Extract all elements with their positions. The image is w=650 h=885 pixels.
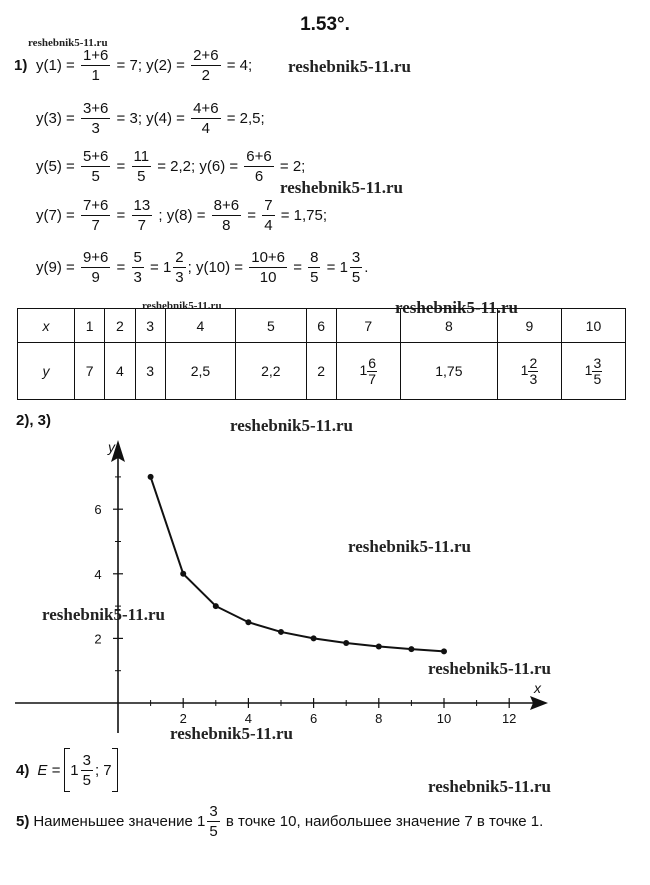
numerator: 2+6 <box>193 47 219 64</box>
equation-text: = 2; <box>275 158 306 175</box>
table-cell-x: 8 <box>400 309 497 343</box>
values-table <box>17 308 626 400</box>
numerator: 5+6 <box>82 148 109 165</box>
denominator: 5 <box>310 269 319 286</box>
x-tick-label: 2 <box>179 711 187 726</box>
fraction <box>132 197 153 234</box>
denominator: 6 <box>254 168 264 185</box>
data-point <box>180 571 186 577</box>
table-cell-y: 7 <box>75 343 105 400</box>
data-point <box>213 603 219 609</box>
table-cell-x: 7 <box>336 309 400 343</box>
denominator: 2 <box>201 67 210 84</box>
watermark: reshebnik5-11.ru <box>42 605 165 624</box>
numerator: 8 <box>310 249 319 266</box>
table-cell-x: 6 <box>306 309 336 343</box>
fraction <box>81 148 110 185</box>
table-cell-x: 9 <box>497 309 561 343</box>
equation-line <box>36 197 327 234</box>
equation-text: = <box>289 259 307 276</box>
data-point <box>245 619 251 625</box>
equation-line <box>36 100 265 137</box>
denominator: 8 <box>222 217 231 234</box>
denominator: 3 <box>91 120 100 137</box>
denominator: 3 <box>175 269 184 286</box>
problem-title: 1.53°. <box>300 14 350 35</box>
equation-text: = <box>112 207 130 224</box>
table-cell-y: 2,5 <box>165 343 235 400</box>
watermark: reshebnik5-11.ru <box>28 37 108 49</box>
equation-text: = 3; y(4) = <box>112 110 190 127</box>
data-point <box>376 643 382 649</box>
data-point <box>408 646 414 652</box>
part4-answer <box>16 748 118 792</box>
table-cell-y: 2 <box>306 343 336 400</box>
x-tick-label: 8 <box>375 711 383 726</box>
equation-line <box>36 148 305 185</box>
table-cell-y <box>497 343 561 400</box>
series-line <box>151 477 444 651</box>
numerator: 3+6 <box>82 100 109 117</box>
equation-text: = 1 <box>322 259 348 276</box>
equation-text: = 2,5; <box>222 110 265 127</box>
table-cell-y: 2,2 <box>236 343 306 400</box>
mixed-fraction: $\frac{3}{5}$ <box>593 354 602 387</box>
data-point <box>148 474 154 480</box>
numerator: 1+6 <box>82 47 109 64</box>
watermark: reshebnik5-11.ru <box>230 416 353 435</box>
equation-text: ; y(10) = <box>187 259 248 276</box>
y-tick-label: 6 <box>94 502 102 518</box>
range-max: ; 7 <box>94 761 112 779</box>
numerator: 4+6 <box>193 100 219 117</box>
numerator: 11 <box>133 148 150 165</box>
numerator: 7+6 <box>82 197 109 214</box>
part5-text: Наименьшее значение 1 <box>33 813 206 830</box>
equation-line <box>36 47 252 84</box>
equation-text: = 1,75; <box>276 207 327 224</box>
equation-text: y(1) = <box>36 57 79 74</box>
watermark: reshebnik5-11.ru <box>395 298 518 317</box>
x-tick-label: 10 <box>436 711 452 726</box>
watermark: reshebnik5-11.ru <box>428 659 551 678</box>
denominator: 7 <box>137 217 147 234</box>
equation-text: = 2,2; y(6) = <box>153 158 243 175</box>
denominator: 1 <box>91 67 100 84</box>
equation-text: y(3) = <box>36 110 79 127</box>
equation-text: = 1 <box>145 259 172 276</box>
range-min-whole: 1 <box>70 761 79 779</box>
numerator: 3 <box>351 249 361 266</box>
range-min-fraction: $\frac{3}{5}$ <box>82 751 91 789</box>
fraction <box>262 197 274 234</box>
fraction <box>132 148 152 185</box>
fraction <box>191 47 220 84</box>
data-point <box>311 635 317 641</box>
watermark: reshebnik5-11.ru <box>170 724 293 743</box>
fraction <box>191 100 220 137</box>
equation-text: = 4; <box>222 57 253 74</box>
table-cell-y: 4 <box>105 343 135 400</box>
x-tick-label: 12 <box>501 711 517 726</box>
table-cell-x: 5 <box>236 309 306 343</box>
fraction <box>212 197 241 234</box>
mixed-whole: 1 <box>359 361 368 378</box>
y-tick-label: 4 <box>94 566 102 582</box>
part4-label: 4) <box>16 761 30 779</box>
equation-text: = <box>112 158 130 175</box>
denominator: 5 <box>351 269 361 286</box>
y-axis-label: y <box>108 439 115 455</box>
table-cell-x: 1 <box>75 309 105 343</box>
data-point <box>441 648 447 654</box>
table-cell-x: 4 <box>165 309 235 343</box>
fraction <box>81 249 110 286</box>
numerator: 9+6 <box>82 249 109 266</box>
part1-label: 1) <box>14 57 28 74</box>
equation-text: ; y(8) = <box>154 207 210 224</box>
mixed-fraction: $\frac{2}{3}$ <box>529 354 538 387</box>
watermark: reshebnik5-11.ru <box>280 178 403 197</box>
numerator: 13 <box>133 197 151 214</box>
equation-text: y(7) = <box>36 207 79 224</box>
equation-text: . <box>364 259 369 276</box>
fraction <box>132 249 144 286</box>
right-bracket-icon <box>112 748 118 792</box>
watermark: reshebnik5-11.ru <box>288 57 411 76</box>
numerator: 2 <box>175 249 184 266</box>
range-label: E = <box>37 761 61 779</box>
x-tick-label: 6 <box>309 711 318 726</box>
table-cell-x: 10 <box>561 309 625 343</box>
function-graph <box>0 430 650 740</box>
numerator: 6+6 <box>246 148 272 165</box>
denominator: 9 <box>91 269 100 286</box>
equation-text: y(9) = <box>36 259 79 276</box>
x-axis-label: x <box>534 680 541 696</box>
watermark: reshebnik5-11.ru <box>348 537 471 556</box>
numerator: 10+6 <box>251 249 286 266</box>
denominator: 4 <box>201 120 210 137</box>
numerator: 8+6 <box>213 197 240 214</box>
table-cell-y <box>336 343 400 400</box>
denominator: 3 <box>133 269 142 286</box>
data-point <box>278 629 284 635</box>
equation-line <box>36 249 368 286</box>
data-point <box>343 640 349 646</box>
part5-fraction: $\frac{3}{5}$ <box>209 803 218 840</box>
fraction <box>173 249 185 286</box>
watermark: reshebnik5-11.ru <box>428 777 551 796</box>
table-cell-y <box>561 343 625 400</box>
mixed-whole: 1 <box>520 361 529 378</box>
numerator: 5 <box>133 249 142 266</box>
fraction <box>244 148 273 185</box>
part5-answer <box>16 803 543 840</box>
denominator: 5 <box>91 168 100 185</box>
table-cell-y: 3 <box>135 343 165 400</box>
part23-label: 2), 3) <box>16 412 52 429</box>
equation-text: y(5) = <box>36 158 79 175</box>
fraction <box>308 249 320 286</box>
watermark: reshebnik5-11.ru <box>142 300 222 312</box>
table-cell-y: 1,75 <box>400 343 497 400</box>
equation-text: = <box>243 207 261 224</box>
equation-text: = 7; y(2) = <box>112 57 190 74</box>
fraction <box>249 249 287 286</box>
x-tick-label: 4 <box>244 711 253 726</box>
table-header-y: y <box>18 343 75 400</box>
numerator: 7 <box>264 197 273 214</box>
part5-text-end: в точке 10, наибольшее значение 7 в точке 1. <box>221 813 544 830</box>
denominator: 10 <box>259 269 277 286</box>
denominator: 7 <box>91 217 100 234</box>
mixed-fraction: $\frac{6}{7}$ <box>368 354 377 387</box>
fraction <box>81 197 110 234</box>
table-cell-x: 2 <box>105 309 135 343</box>
table-cell-x: 3 <box>135 309 165 343</box>
y-tick-label: 2 <box>94 631 102 647</box>
table-header-x: x <box>18 309 75 343</box>
denominator: 4 <box>264 217 273 234</box>
part5-label: 5) <box>16 813 30 830</box>
fraction <box>350 249 362 286</box>
mixed-whole: 1 <box>584 361 593 378</box>
fraction <box>81 47 110 84</box>
fraction <box>81 100 110 137</box>
equation-text: = <box>112 259 130 276</box>
denominator: 5 <box>137 168 146 185</box>
